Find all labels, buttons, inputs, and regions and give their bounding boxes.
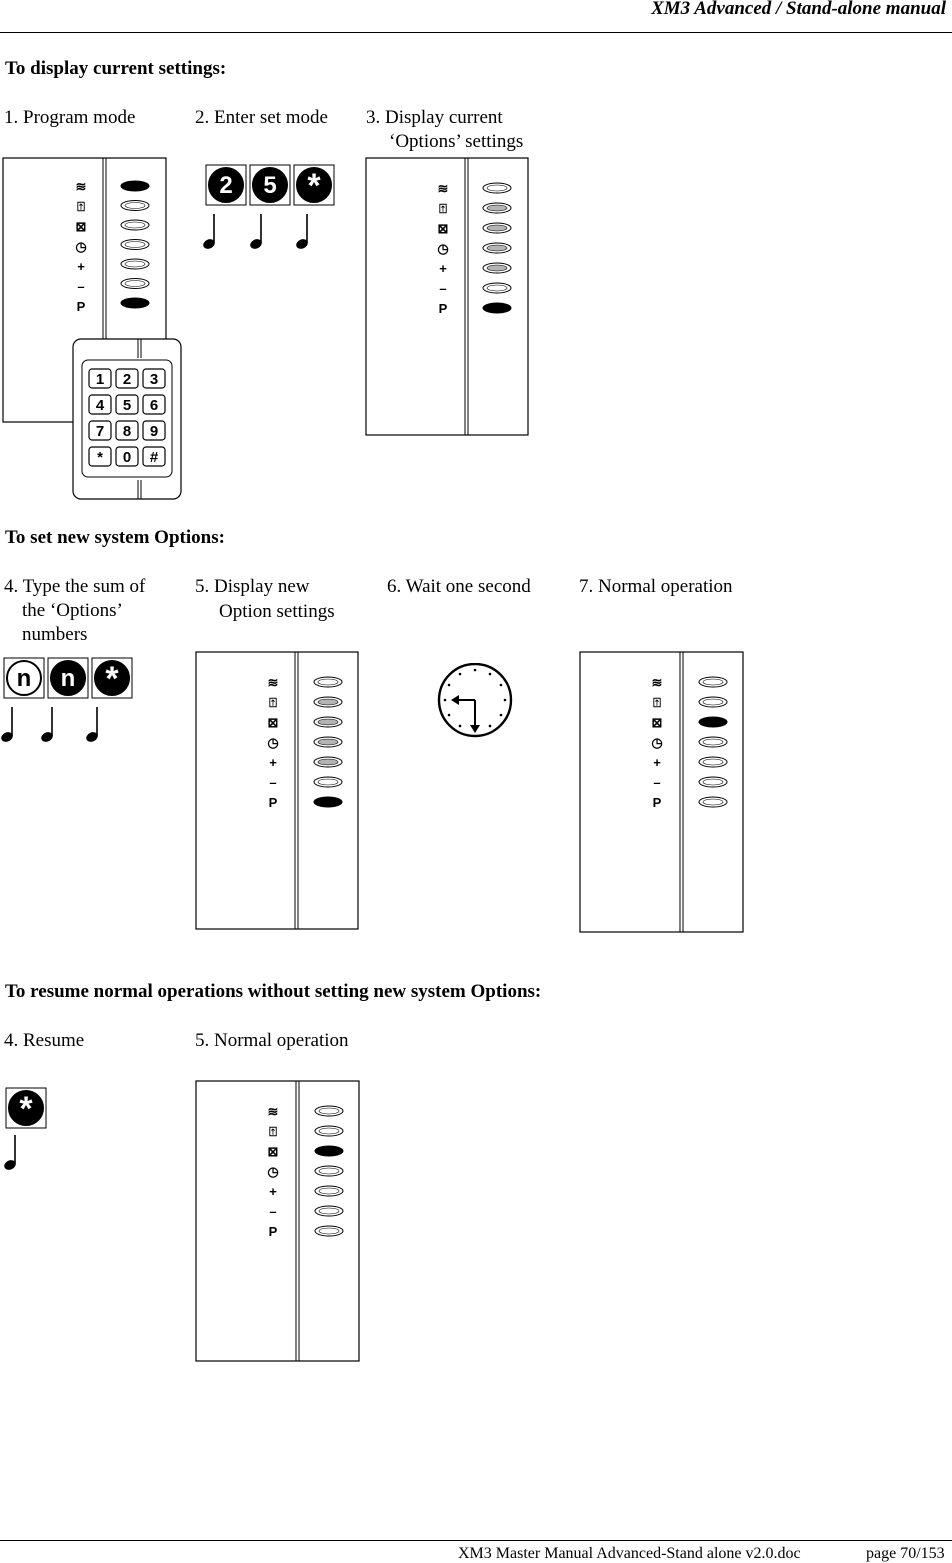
clock-wait-icon: [437, 663, 513, 739]
keypad-key-label: *: [97, 449, 103, 466]
section-heading-set-options: To set new system Options:: [5, 527, 225, 548]
header-rule: [0, 32, 952, 33]
rf-signal-icon: ≋: [267, 1104, 279, 1119]
rf-signal-icon: ≋: [267, 675, 279, 690]
led-indicator: [121, 298, 149, 308]
key-label: *: [307, 167, 321, 205]
key-sequence-enter-set-mode: [205, 164, 337, 213]
keypad-key-label: 4: [95, 397, 105, 414]
keypad-device: [72, 338, 182, 500]
door-exit-icon: ⍐: [77, 199, 85, 214]
alarm-box-icon: ⊠: [437, 221, 449, 236]
reader-normal-operation-2: [195, 1080, 361, 1363]
key-label: n: [16, 665, 32, 692]
step-type-sum-label-2: the ‘Options’: [22, 600, 123, 621]
page-header-title: XM3 Advanced / Stand-alone manual: [651, 0, 946, 19]
keypad-key-label: 6: [149, 397, 159, 414]
beep-notes-2: [0, 705, 120, 745]
keypad-key-label: 5: [122, 397, 132, 414]
program-p-icon: P: [76, 299, 86, 314]
door-exit-icon: ⍐: [653, 695, 661, 710]
beep-note-icon: [85, 707, 100, 744]
step-resume-label: 4. Resume: [4, 1030, 85, 1051]
beep-note-icon: [249, 214, 264, 251]
minus-icon: –: [269, 1204, 277, 1219]
keypad-key-label: 3: [149, 371, 159, 388]
minus-icon: –: [269, 775, 277, 790]
alarm-box-icon: ⊠: [267, 1144, 279, 1159]
key-label: *: [19, 1090, 33, 1128]
led-indicator: [315, 1146, 343, 1156]
rf-signal-icon: ≋: [75, 179, 87, 194]
step-display-new-label-2: Option settings: [219, 601, 335, 622]
step-display-new-label-1: 5. Display new: [195, 576, 310, 597]
led-indicator: [483, 303, 511, 313]
beep-note-icon: [40, 707, 55, 744]
keypad-key-label: 0: [122, 449, 132, 466]
section-heading-display: To display current settings:: [5, 58, 227, 79]
minus-icon: –: [439, 281, 447, 296]
reader-normal-operation: [579, 651, 745, 934]
plus-icon: +: [77, 259, 85, 274]
door-exit-icon: ⍐: [269, 1124, 277, 1139]
rf-signal-icon: ≋: [437, 181, 449, 196]
reader-display-new: [195, 651, 360, 931]
beep-note-icon: [202, 214, 216, 251]
plus-icon: +: [269, 1184, 277, 1199]
beep-note-icon: [295, 214, 310, 251]
plus-icon: +: [653, 755, 661, 770]
step-program-mode-label: 1. Program mode: [4, 107, 136, 128]
key-label: n: [60, 665, 76, 692]
step-type-sum-label-1: 4. Type the sum of: [4, 576, 146, 597]
keypad-key-label: 7: [95, 423, 105, 440]
clock-icon: ◷: [267, 735, 279, 750]
clock-icon: ◷: [437, 241, 449, 256]
key-sequence-options-sum: [3, 657, 135, 706]
step-wait-label: 6. Wait one second: [387, 576, 531, 597]
keypad-key-label: #: [149, 449, 159, 466]
footer-page-number: page 70/153: [866, 1545, 945, 1562]
section-heading-resume: To resume normal operations without setting new system Options:: [5, 981, 542, 1002]
keypad-key-label: 9: [149, 423, 159, 440]
beep-notes-1: [202, 212, 322, 252]
clock-icon: ◷: [651, 735, 663, 750]
step-normal-operation-label: 7. Normal operation: [579, 576, 733, 597]
reader-display-current: [365, 157, 530, 437]
program-p-icon: P: [652, 795, 662, 810]
plus-icon: +: [269, 755, 277, 770]
step-normal-operation-2-label: 5. Normal operation: [195, 1030, 349, 1051]
program-p-icon: P: [268, 1224, 278, 1239]
alarm-box-icon: ⊠: [75, 219, 87, 234]
alarm-box-icon: ⊠: [267, 715, 279, 730]
rf-signal-icon: ≋: [651, 675, 663, 690]
step-display-current-label-1: 3. Display current: [366, 107, 503, 128]
clock-icon: ◷: [267, 1164, 279, 1179]
door-exit-icon: ⍐: [269, 695, 277, 710]
keypad-key-label: 1: [95, 371, 105, 388]
key-label: *: [105, 660, 119, 698]
alarm-box-icon: ⊠: [651, 715, 663, 730]
step-enter-set-mode-label: 2. Enter set mode: [195, 107, 328, 128]
led-indicator: [699, 717, 727, 727]
step-display-current-label-2: ‘Options’ settings: [389, 131, 524, 152]
key-label: 2: [219, 172, 233, 199]
minus-icon: –: [77, 279, 85, 294]
beep-note-icon: [3, 1135, 17, 1172]
keypad-key-label: 8: [122, 423, 132, 440]
beep-notes-3: [3, 1133, 43, 1173]
key-sequence-resume: [5, 1087, 49, 1136]
key-label: 5: [263, 172, 277, 199]
minus-icon: –: [653, 775, 661, 790]
step-type-sum-label-3: numbers: [22, 624, 88, 645]
led-indicator: [121, 181, 149, 191]
footer-document-name: XM3 Master Manual Advanced-Stand alone v2.0.doc: [458, 1545, 801, 1562]
program-p-icon: P: [268, 795, 278, 810]
plus-icon: +: [439, 261, 447, 276]
door-exit-icon: ⍐: [439, 201, 447, 216]
footer-rule: [0, 1540, 952, 1541]
led-indicator: [314, 797, 342, 807]
keypad-key-label: 2: [122, 371, 132, 388]
beep-note-icon: [0, 707, 14, 744]
program-p-icon: P: [438, 301, 448, 316]
clock-icon: ◷: [75, 239, 87, 254]
